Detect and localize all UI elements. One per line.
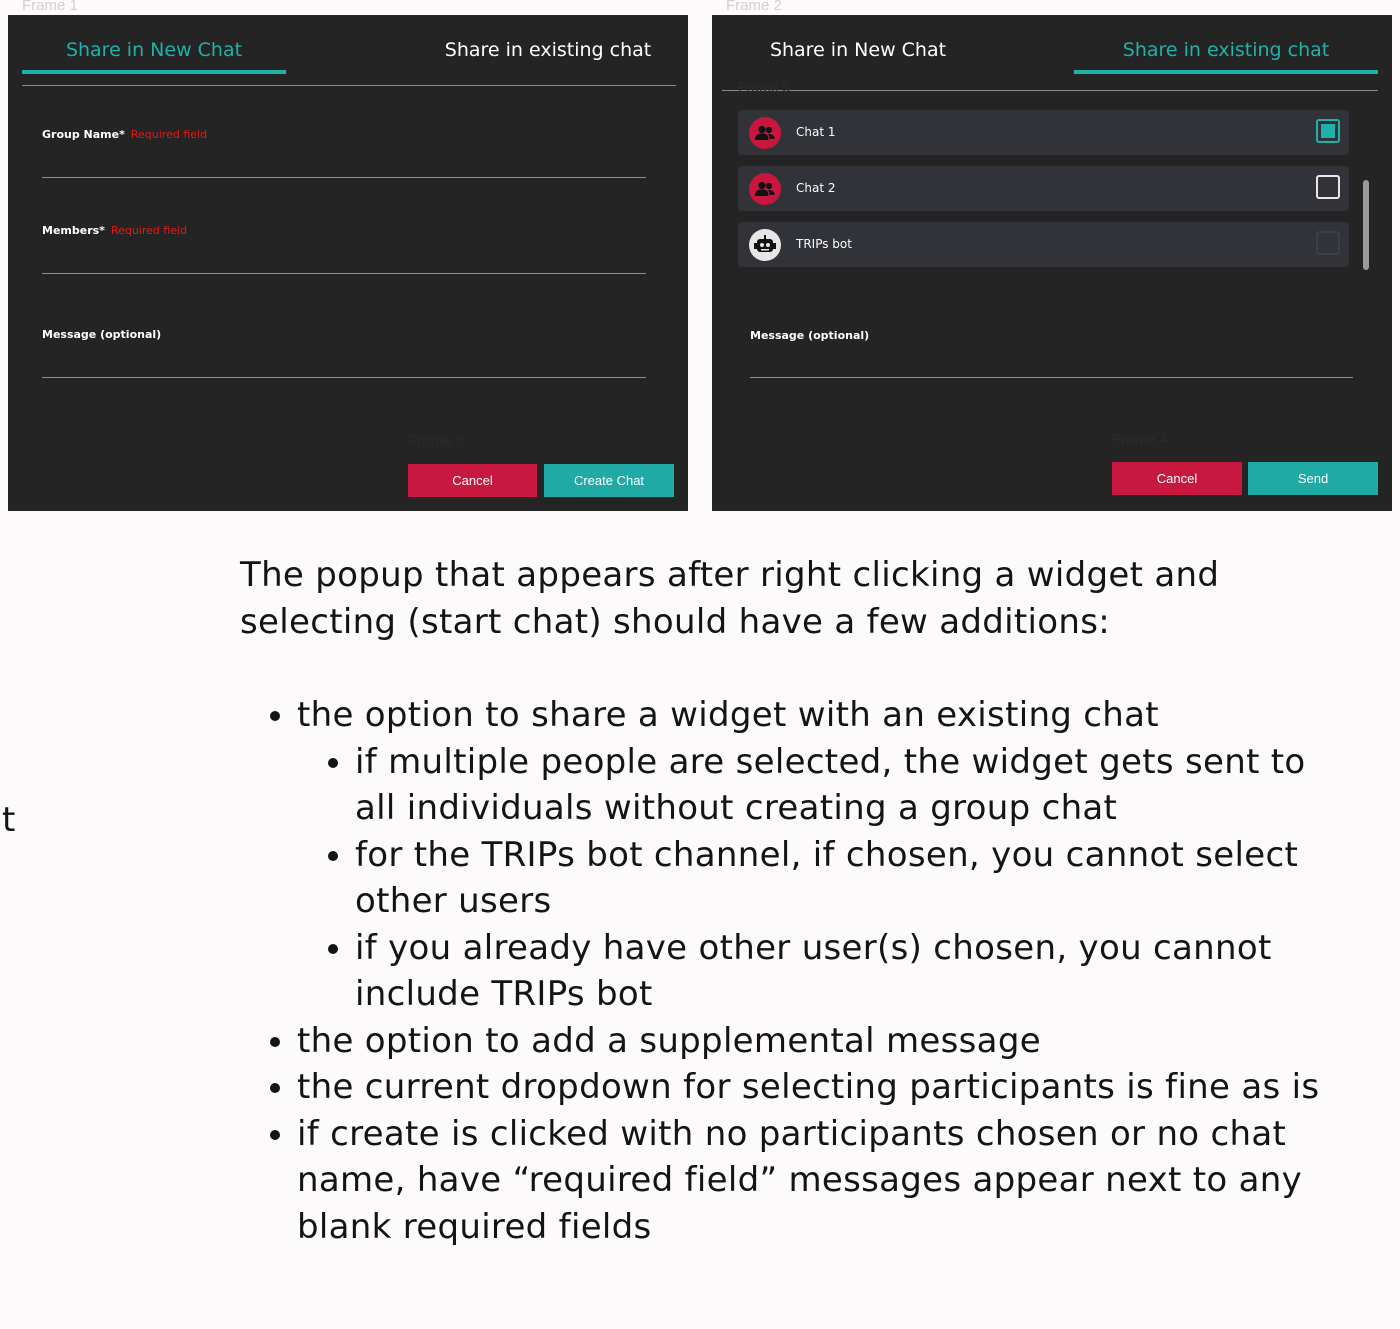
message-underline	[42, 377, 646, 378]
message-label: Message (optional)	[42, 328, 162, 341]
notes-subitem: • for the TRIPs bot channel, if chosen, you cannot select other users	[355, 832, 1330, 925]
tab-share-new-chat[interactable]: Share in New Chat	[769, 39, 947, 61]
group-name-underline	[42, 177, 646, 178]
members-underline	[42, 273, 646, 274]
members-label	[42, 224, 187, 237]
design-notes	[240, 552, 1330, 1250]
create-chat-button[interactable]: Create Chat	[544, 464, 674, 497]
send-button[interactable]: Send	[1248, 462, 1378, 495]
tab-share-new-chat[interactable]: Share in New Chat	[65, 39, 243, 61]
chat-1-checkbox[interactable]	[1316, 119, 1340, 143]
active-tab-indicator	[22, 70, 286, 74]
share-new-chat-dialog	[8, 15, 688, 511]
chat-row-chat-1[interactable]	[738, 110, 1349, 155]
group-name-input[interactable]	[42, 151, 650, 177]
cancel-button[interactable]: Cancel	[408, 464, 537, 497]
group-name-required-text: Required field	[130, 128, 208, 141]
group-name-label	[42, 128, 207, 141]
notes-sublist	[297, 739, 1330, 1018]
clipped-text-fragment: t	[2, 800, 16, 840]
frame-2-label: Frame 2	[726, 0, 782, 14]
notes-item-message: • the option to add a supplemental message	[297, 1018, 1330, 1065]
group-icon	[749, 173, 781, 205]
robot-icon	[749, 229, 781, 261]
notes-subitem: • if multiple people are selected, the widget gets sent to all individuals without creating a group chat	[355, 739, 1330, 832]
notes-item-dropdown: • the current dropdown for selecting participants is fine as is	[297, 1064, 1330, 1111]
chat-row-trips-bot[interactable]	[738, 222, 1349, 267]
group-icon	[749, 117, 781, 149]
members-required-text: Required field	[110, 224, 188, 237]
message-label: Message (optional)	[750, 329, 870, 342]
notes-list	[240, 692, 1330, 1250]
tab-share-existing-chat[interactable]: Share in existing chat	[444, 39, 652, 61]
frame-5-label: Frame 5	[738, 79, 791, 95]
frame-3-label: Frame 3	[408, 433, 464, 450]
tab-share-existing-chat[interactable]: Share in existing chat	[1122, 39, 1330, 61]
notes-item-required: • if create is clicked with no participants chosen or no chat name, have “required field” messages appear next to any blank required fields	[297, 1111, 1330, 1251]
frame-4-label: Frame 4	[1112, 431, 1168, 448]
trips-bot-checkbox[interactable]	[1316, 231, 1340, 255]
members-label-text: Members*	[42, 224, 105, 237]
tab-divider	[22, 85, 676, 86]
active-tab-indicator	[1074, 70, 1378, 74]
chat-row-chat-2[interactable]	[738, 166, 1349, 211]
message-underline	[750, 377, 1353, 378]
chat-list-scrollbar[interactable]	[1363, 180, 1369, 270]
chat-name: Chat 2	[796, 181, 836, 195]
chat-name: TRIPs bot	[796, 237, 852, 251]
notes-item-text: the option to share a widget with an existing chat	[297, 695, 1159, 735]
members-input[interactable]	[42, 247, 650, 273]
group-name-label-text: Group Name*	[42, 128, 125, 141]
message-input[interactable]	[42, 351, 650, 377]
notes-intro: The popup that appears after right clicking a widget and selecting (start chat) should have a few additions:	[240, 555, 1220, 642]
message-input[interactable]	[750, 351, 1357, 377]
cancel-button[interactable]: Cancel	[1112, 462, 1242, 495]
tab-divider	[722, 90, 1378, 91]
frame-1-label: Frame 1	[22, 0, 78, 14]
notes-item-existing-chat	[297, 692, 1330, 1018]
notes-subitem: • if you already have other user(s) chosen, you cannot include TRIPs bot	[355, 925, 1330, 1018]
chat-name: Chat 1	[796, 125, 836, 139]
share-existing-chat-dialog	[712, 15, 1392, 511]
chat-2-checkbox[interactable]	[1316, 175, 1340, 199]
